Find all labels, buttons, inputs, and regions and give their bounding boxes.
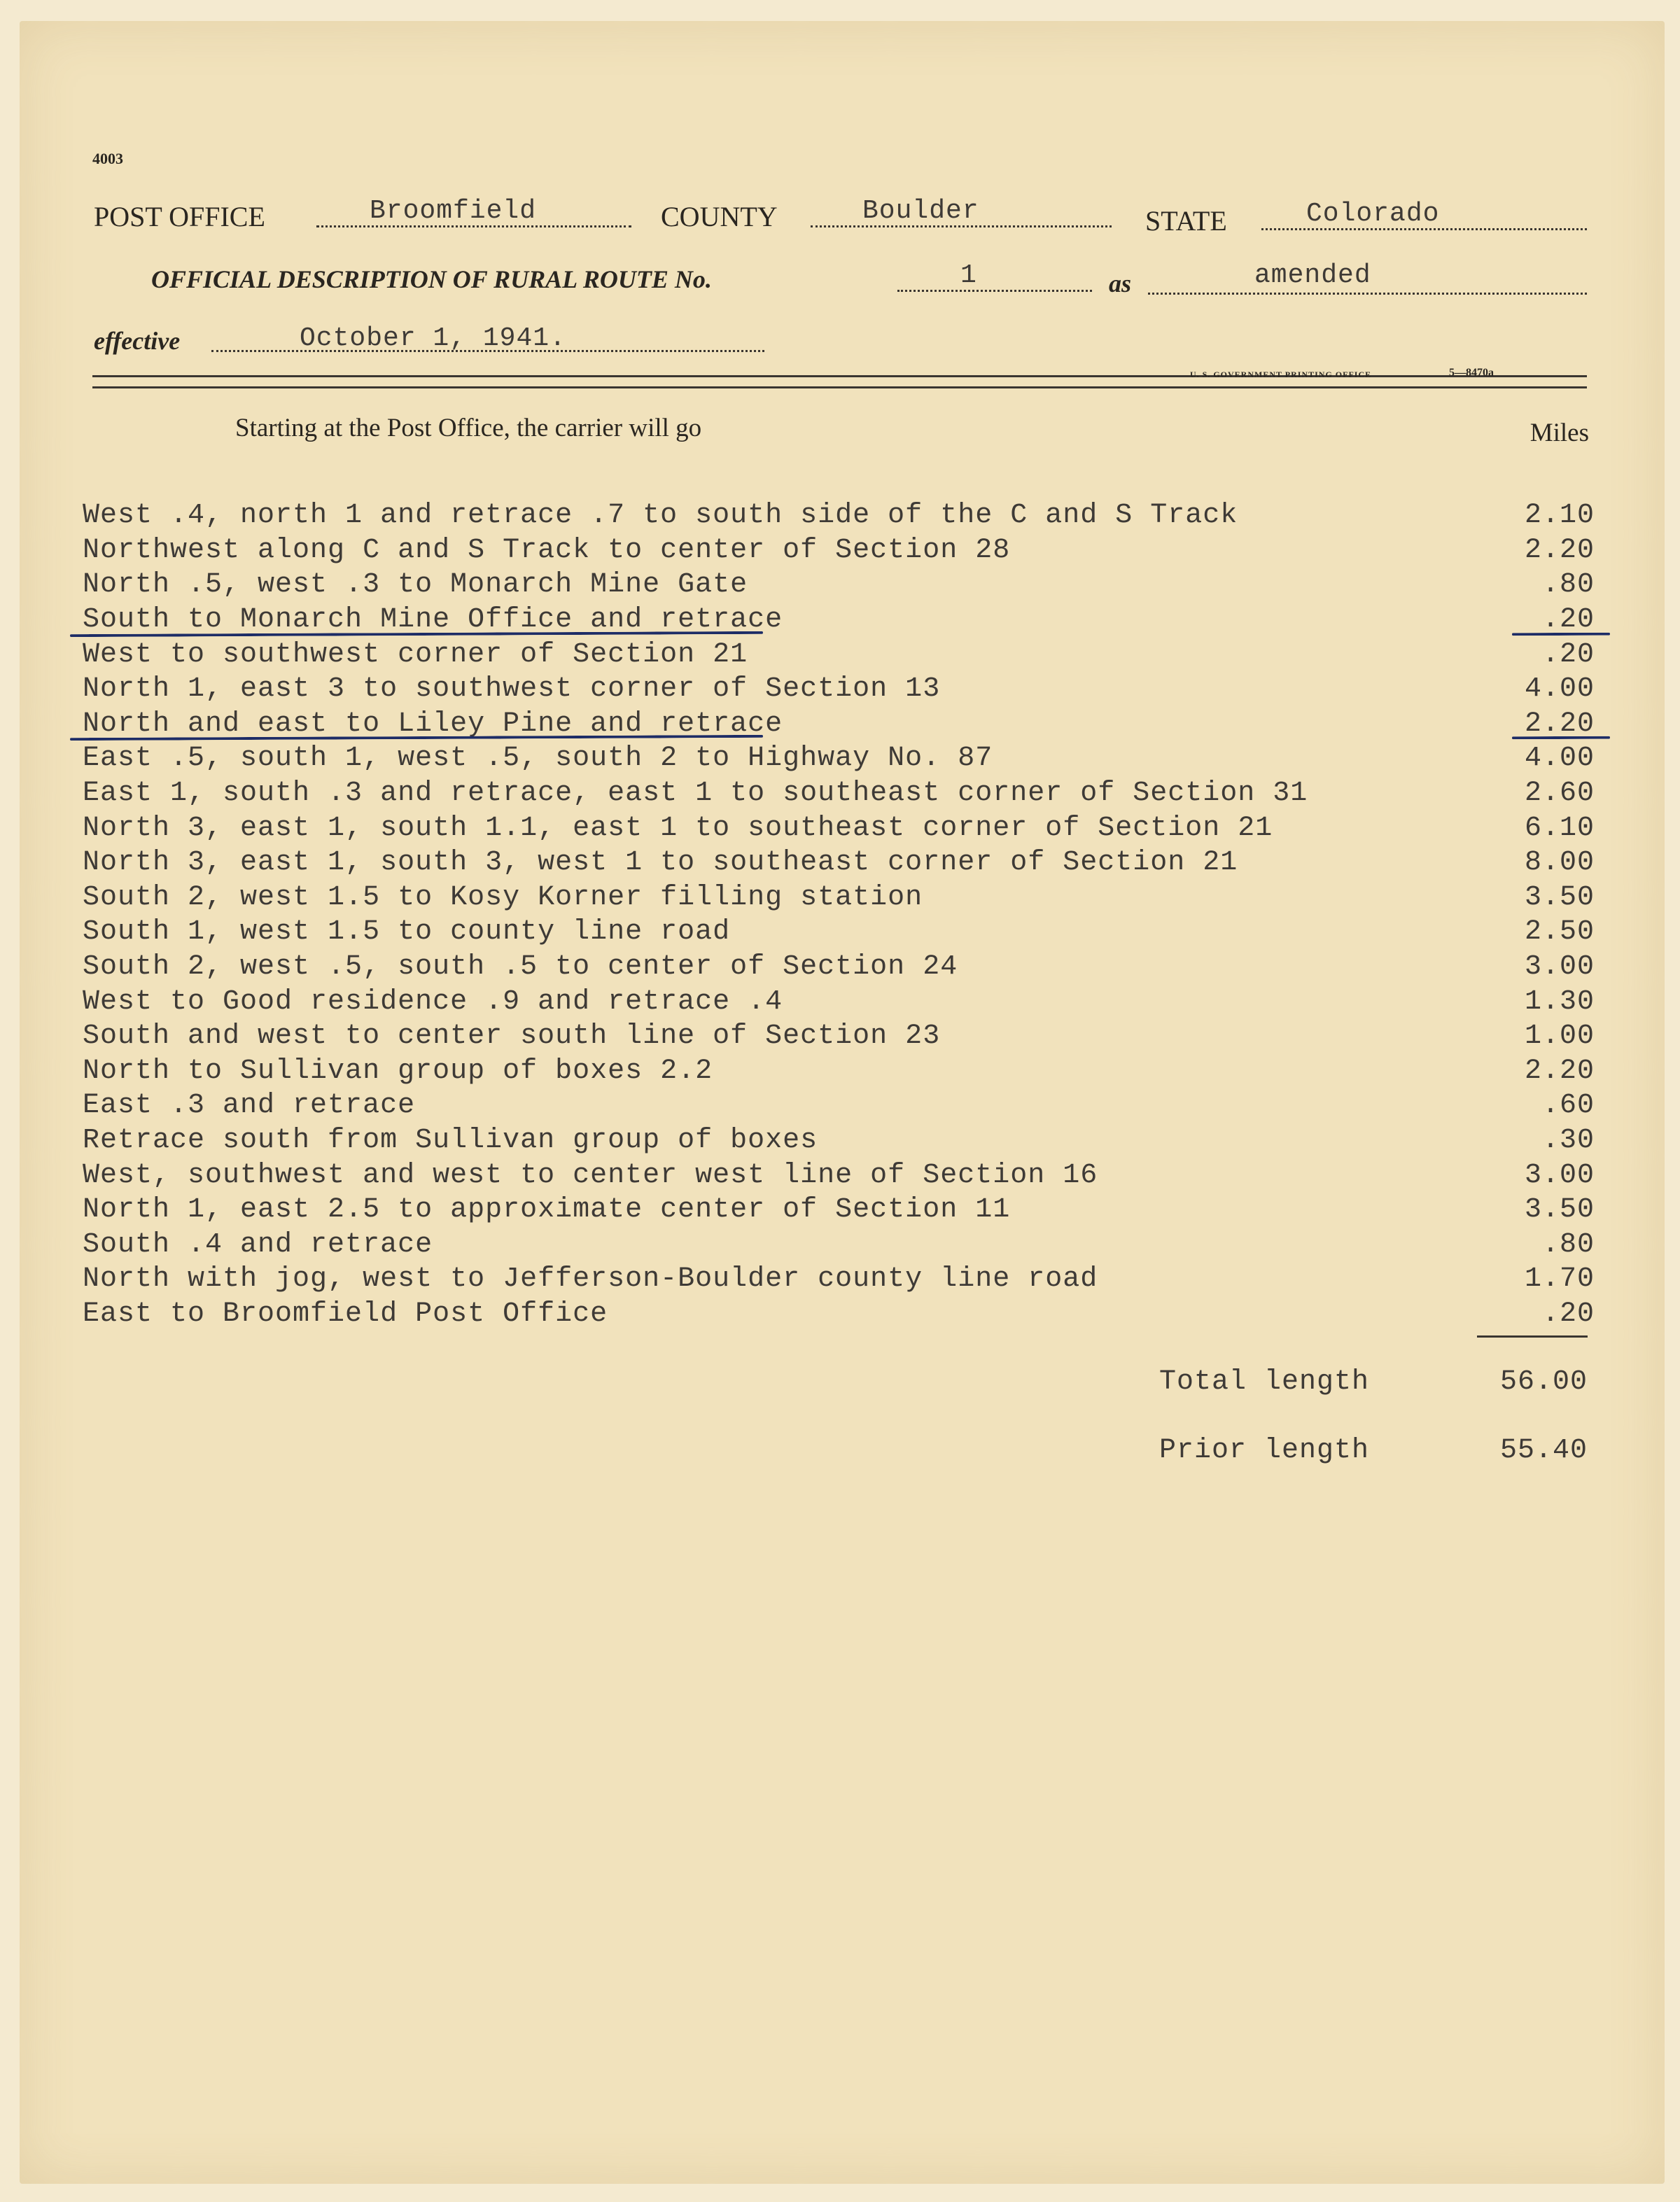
route-row — [83, 1193, 1595, 1228]
route-row — [83, 1123, 1595, 1158]
route-miles: 2.50 — [1524, 916, 1595, 948]
route-description: North and east to Liley Pine and retrace — [83, 708, 783, 740]
as-value: amended — [1254, 260, 1371, 290]
route-description: West to Good residence .9 and retrace .4 — [83, 986, 783, 1018]
route-description: North to Sullivan group of boxes 2.2 — [83, 1055, 713, 1087]
route-miles: 2.20 — [1524, 1055, 1595, 1087]
route-row — [83, 1262, 1595, 1297]
route-row — [83, 950, 1595, 985]
route-description: East 1, south .3 and retrace, east 1 to southeast corner of Section 31 — [83, 778, 1308, 810]
pen-underline — [1512, 736, 1610, 740]
route-miles: .60 — [1541, 1090, 1595, 1122]
pen-underline — [1512, 633, 1610, 636]
route-miles: .30 — [1541, 1124, 1595, 1156]
route-miles: 3.00 — [1524, 1159, 1595, 1191]
route-miles: 6.10 — [1524, 812, 1595, 844]
state-value: Colorado — [1306, 199, 1440, 229]
route-miles: 1.00 — [1524, 1021, 1595, 1053]
intro-text: Starting at the Post Office, the carrier will go — [235, 414, 702, 442]
printing-code: 5—8470a — [1449, 367, 1494, 379]
official-description-title: OFFICIAL DESCRIPTION OF RURAL ROUTE No. — [151, 265, 712, 293]
route-miles: .80 — [1541, 1228, 1595, 1261]
route-description: South 1, west 1.5 to county line road — [83, 916, 731, 948]
route-row — [83, 915, 1595, 950]
route-description: South 2, west 1.5 to Kosy Korner filling station — [83, 881, 923, 913]
route-row — [83, 1054, 1595, 1089]
route-description: West .4, north 1 and retrace .7 to south side of the C and S Track — [83, 500, 1238, 532]
route-description: South and west to center south line of Section 23 — [83, 1021, 941, 1053]
route-description: South 2, west .5, south .5 to center of Section 24 — [83, 951, 958, 983]
route-miles: .20 — [1541, 1298, 1595, 1330]
route-miles: 2.10 — [1524, 500, 1595, 532]
route-miles: 4.00 — [1524, 673, 1595, 706]
county-label: COUNTY — [661, 201, 778, 232]
route-description: North 1, east 3 to southwest corner of Section 13 — [83, 673, 941, 706]
route-number-value: 1 — [960, 260, 977, 290]
post-office-label: POST OFFICE — [94, 201, 265, 232]
route-row — [83, 637, 1595, 672]
prior-length-label: Prior length — [1159, 1435, 1370, 1466]
route-row — [83, 846, 1595, 881]
county-value: Boulder — [862, 196, 979, 226]
route-description: West to southwest corner of Section 21 — [83, 638, 748, 671]
route-description: Northwest along C and S Track to center of Section 28 — [83, 534, 1011, 566]
route-description: North .5, west .3 to Monarch Mine Gate — [83, 569, 748, 601]
prior-length-value: 55.40 — [1499, 1435, 1588, 1466]
route-row — [83, 672, 1595, 707]
route-miles: 3.00 — [1524, 951, 1595, 983]
route-row — [83, 1297, 1595, 1332]
route-description: North 3, east 1, south 3, west 1 to southeast corner of Section 21 — [83, 847, 1238, 879]
route-miles: 2.20 — [1524, 708, 1595, 740]
route-description: West, southwest and west to center west line of Section 16 — [83, 1159, 1098, 1191]
route-miles: .20 — [1541, 604, 1595, 636]
route-miles: 8.00 — [1524, 847, 1595, 879]
route-miles: 2.60 — [1524, 778, 1595, 810]
route-miles: 1.30 — [1524, 986, 1595, 1018]
route-description: North with jog, west to Jefferson-Boulder county line road — [83, 1263, 1098, 1296]
sum-rule — [1477, 1335, 1588, 1338]
route-list — [83, 498, 1595, 1331]
as-label: as — [1109, 269, 1132, 297]
route-row — [83, 881, 1595, 916]
route-miles: 2.20 — [1524, 534, 1595, 566]
total-length-label: Total length — [1159, 1366, 1370, 1398]
route-miles: .80 — [1541, 569, 1595, 601]
route-description: East .5, south 1, west .5, south 2 to Highway No. 87 — [83, 743, 993, 775]
route-description: South .4 and retrace — [83, 1228, 433, 1261]
route-row — [83, 776, 1595, 811]
route-description: Retrace south from Sullivan group of boxes — [83, 1124, 818, 1156]
route-row — [83, 811, 1595, 846]
effective-value: October 1, 1941. — [300, 323, 566, 353]
route-row — [83, 1227, 1595, 1262]
route-miles: 3.50 — [1524, 1194, 1595, 1226]
route-row — [83, 603, 1595, 638]
route-number-line — [897, 290, 1092, 292]
route-description: North 1, east 2.5 to approximate center of Section 11 — [83, 1194, 1011, 1226]
route-row — [83, 1019, 1595, 1054]
header-rule-bottom — [92, 386, 1587, 388]
route-miles: 4.00 — [1524, 743, 1595, 775]
route-row — [83, 568, 1595, 603]
miles-header: Miles — [1530, 419, 1589, 447]
route-row — [83, 1088, 1595, 1123]
route-row — [83, 498, 1595, 533]
form-number: 4003 — [92, 150, 123, 167]
route-row — [83, 533, 1595, 568]
route-row — [83, 1158, 1595, 1193]
state-label: STATE — [1145, 205, 1227, 237]
route-row — [83, 741, 1595, 776]
route-description: East .3 and retrace — [83, 1090, 416, 1122]
route-description: East to Broomfield Post Office — [83, 1298, 608, 1330]
effective-label: effective — [94, 327, 181, 355]
as-line — [1148, 293, 1587, 295]
route-description: North 3, east 1, south 1.1, east 1 to southeast corner of Section 21 — [83, 812, 1273, 844]
route-row — [83, 984, 1595, 1019]
total-length-value: 56.00 — [1499, 1366, 1588, 1398]
route-description: South to Monarch Mine Office and retrace — [83, 604, 783, 636]
printing-office: U. S. GOVERNMENT PRINTING OFFICE — [1190, 370, 1372, 379]
post-office-value: Broomfield — [370, 196, 537, 226]
route-miles: .20 — [1541, 638, 1595, 671]
route-miles: 3.50 — [1524, 881, 1595, 913]
route-miles: 1.70 — [1524, 1263, 1595, 1296]
